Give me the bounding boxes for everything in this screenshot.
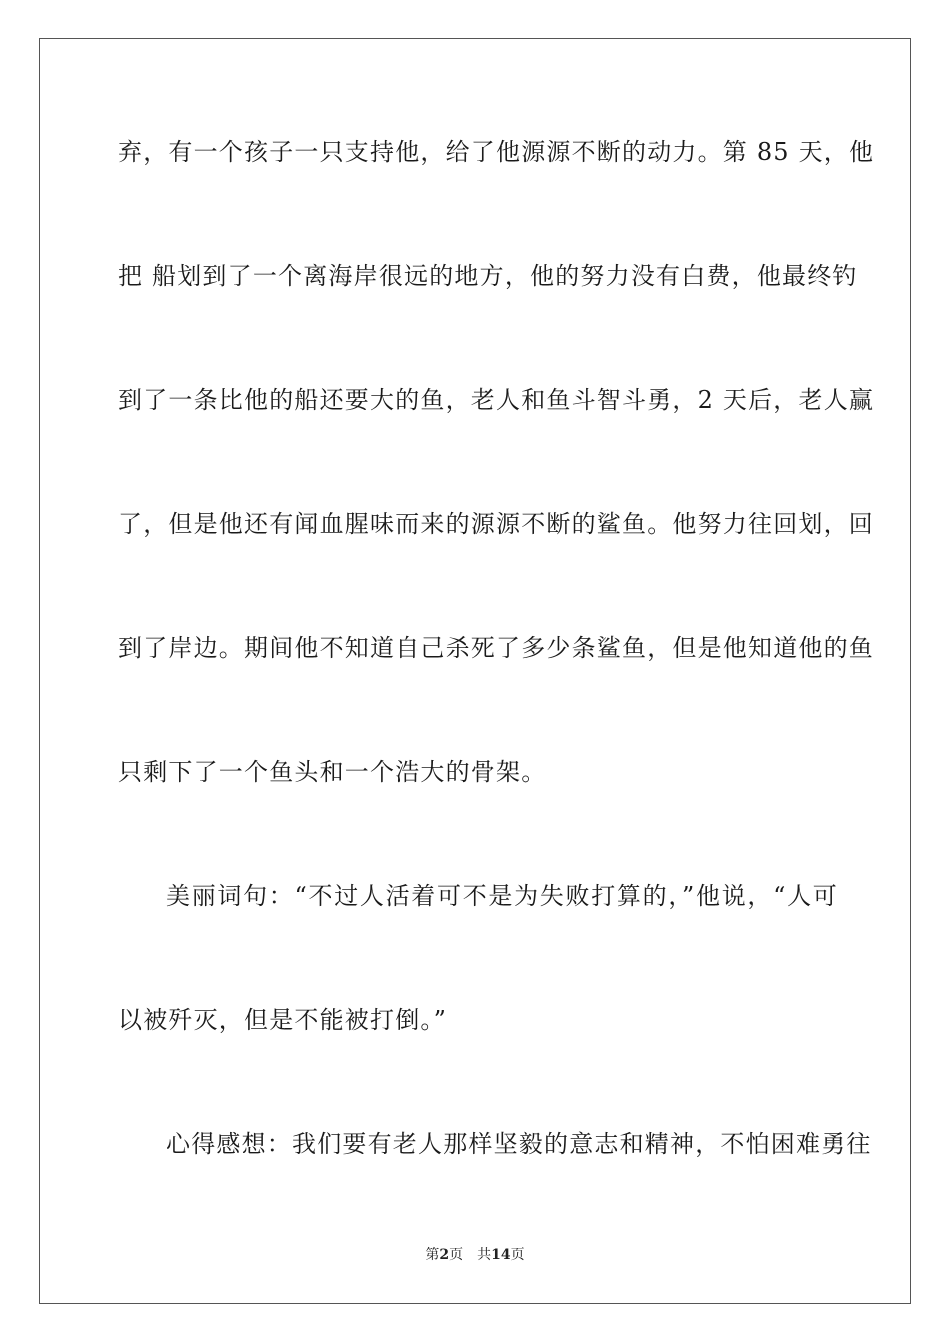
page-number: 2 [439, 1247, 450, 1263]
text-line: 弃，有一个孩子一只支持他，给了他源源不断的动力。第 85 天，他 [118, 138, 875, 166]
text-line: 了，但是他还有闻血腥味而来的源源不断的鲨鱼。他努力往回划，回 [118, 510, 874, 538]
text-line: 心得感想：我们要有老人那样坚毅的意志和精神，不怕困难勇往 [166, 1130, 872, 1158]
page-border [39, 38, 911, 1304]
total-pages: 14 [491, 1247, 511, 1263]
text-line: 以被歼灭，但是不能被打倒。” [118, 1006, 448, 1034]
total-suffix: 页 [510, 1247, 525, 1263]
total-prefix: 共 [477, 1247, 492, 1263]
text-line: 到了一条比他的船还要大的鱼，老人和鱼斗智斗勇，2 天后，老人赢 [118, 386, 875, 414]
page-suffix: 页 [449, 1247, 464, 1263]
text-line: 到了岸边。期间他不知道自己杀死了多少条鲨鱼，但是他知道他的鱼 [118, 634, 874, 662]
text-line: 美丽词句：“不过人活着可不是为失败打算的，”他说，“人可 [166, 882, 838, 910]
text-line: 把 船划到了一个离海岸很远的地方，他的努力没有白费，他最终钓 [118, 262, 858, 290]
page-prefix: 第 [425, 1247, 440, 1263]
page-footer [0, 1246, 950, 1264]
text-line: 只剩下了一个鱼头和一个浩大的骨架。 [118, 758, 547, 786]
